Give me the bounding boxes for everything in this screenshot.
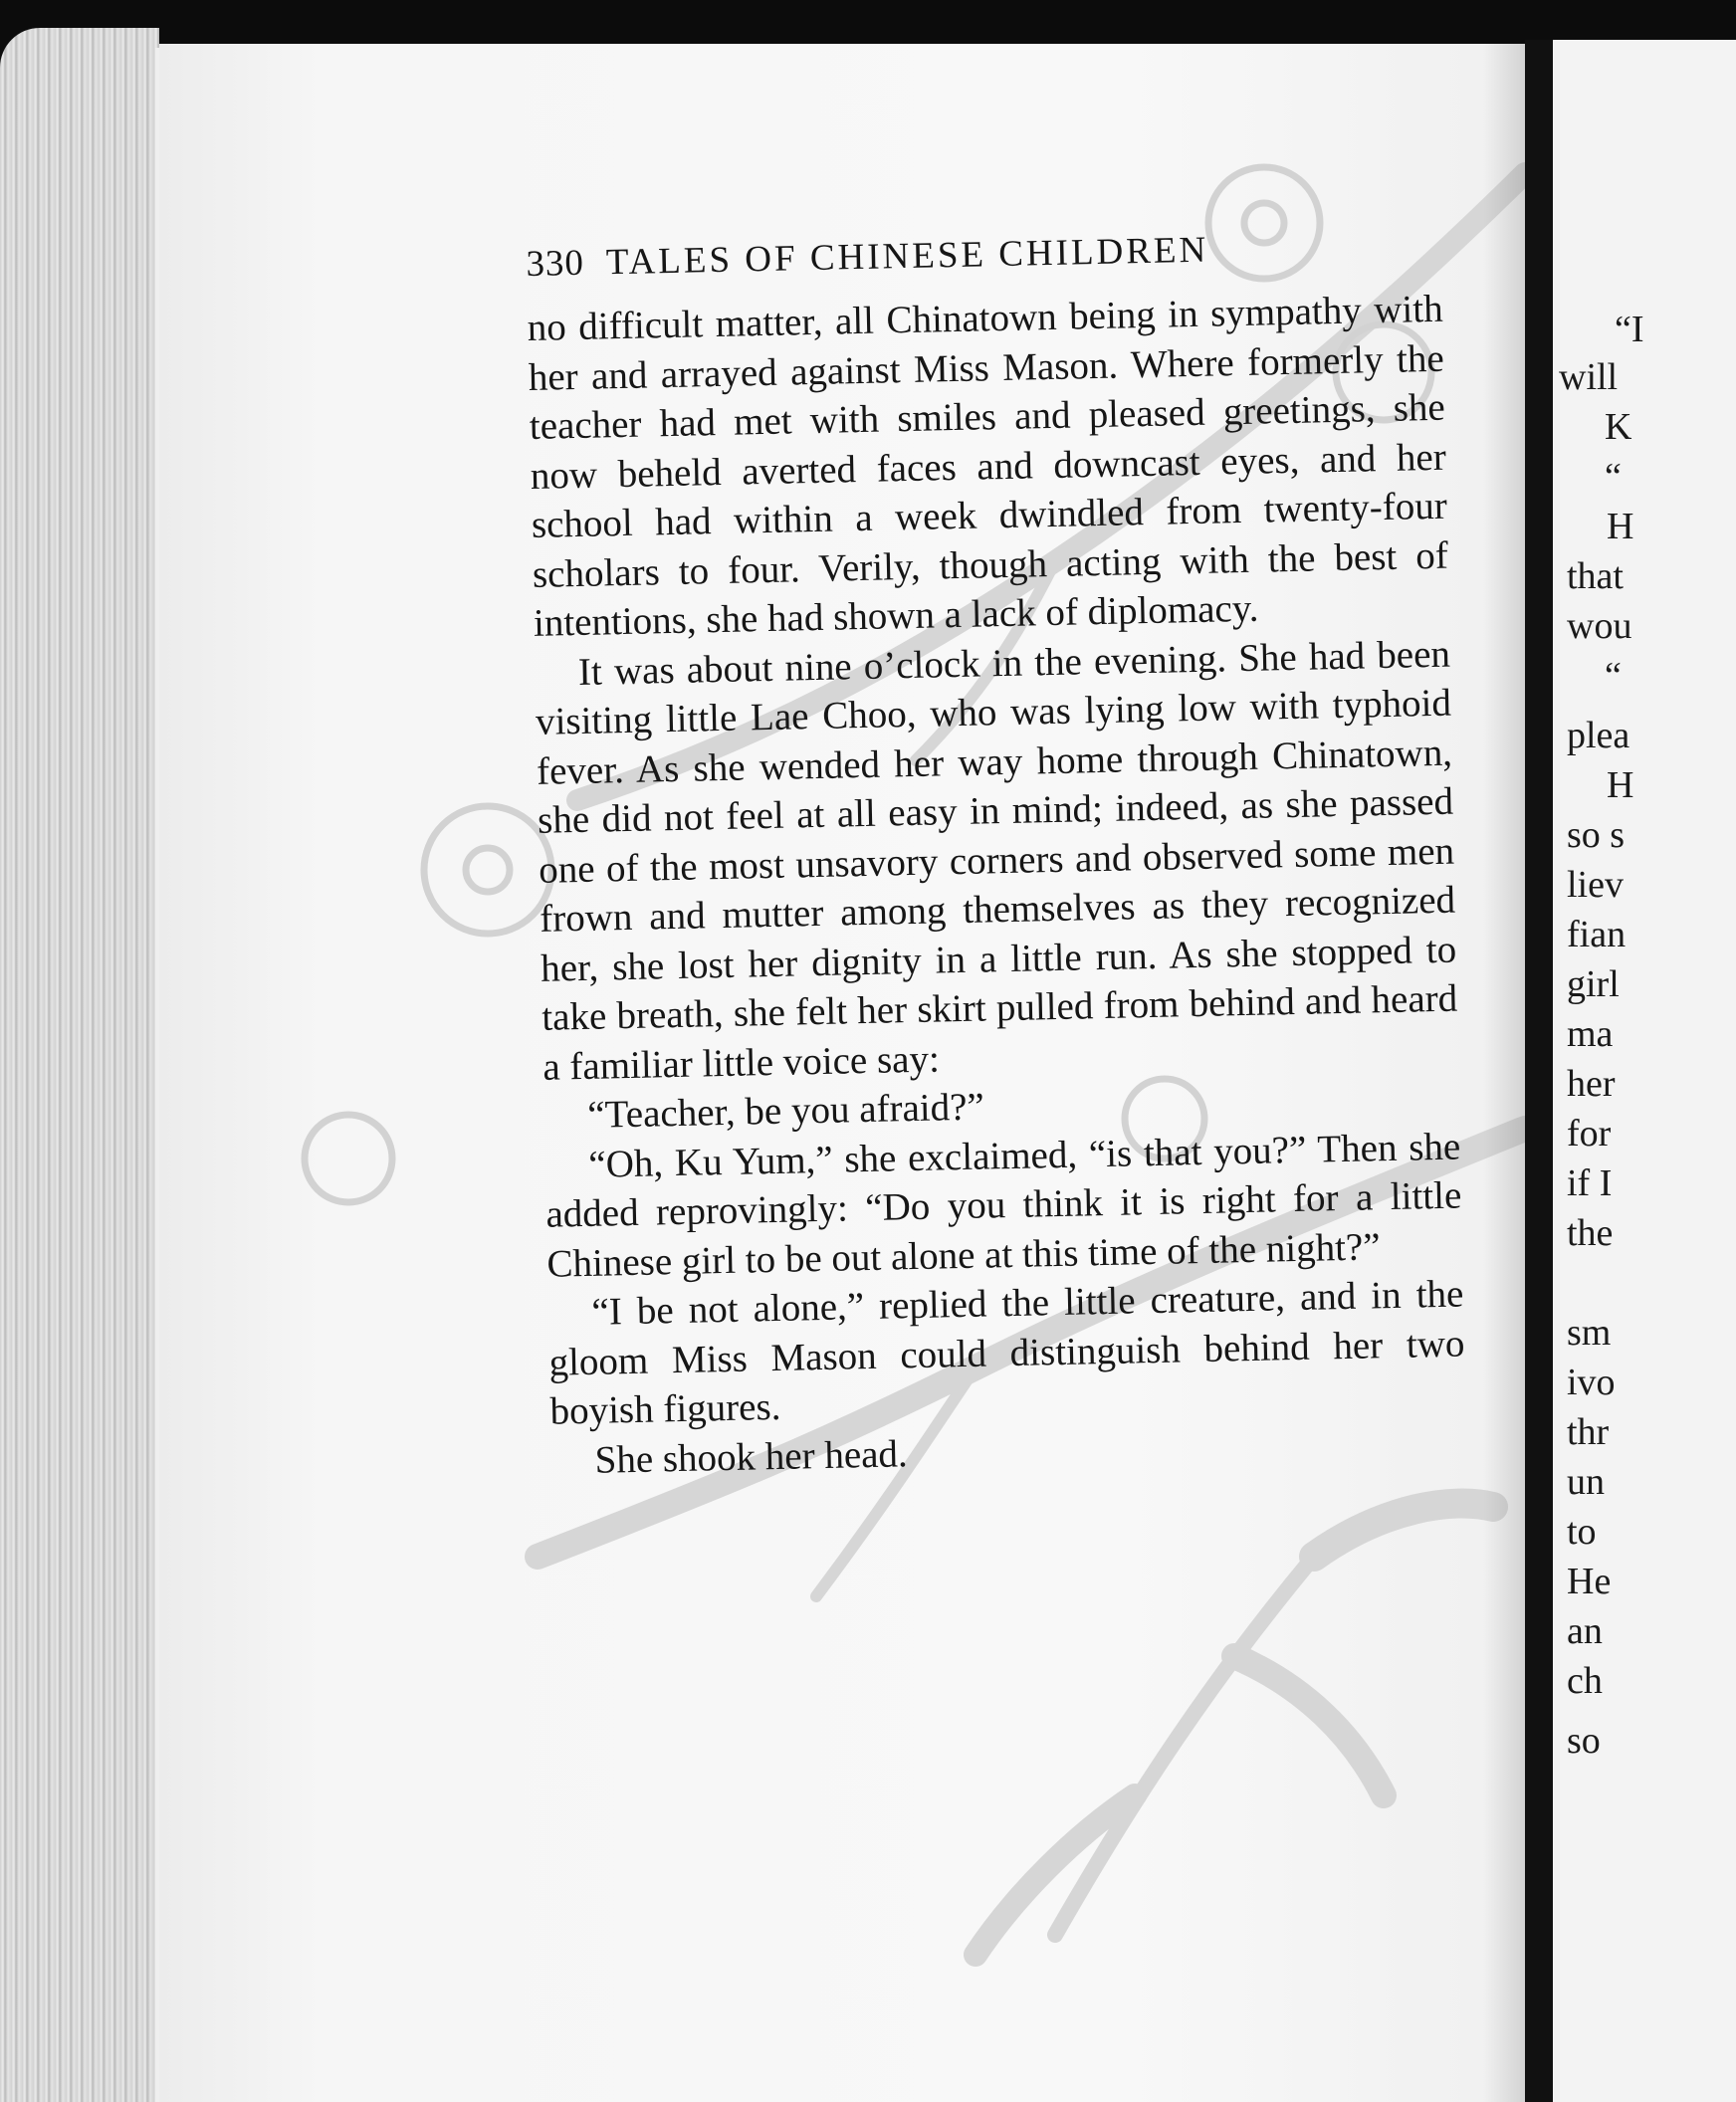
book-page-edges <box>0 28 159 2102</box>
facing-page-line: “ <box>1605 655 1622 697</box>
paragraph: It was about nine o’clock in the evening. She had been visiting little Lae Choo, who was lying low with typhoid fever. As she wended her way home through Chinatown, she did not feel at all easy in mind; indeed, as she passed one of the most unsavory corners and observed some men frown and mutter among themselves as they recognized her, she lost her dignity in a little run. As she stopped to take breath, she felt her skirt pulled from behind and heard a familiar little voice say: <box>535 632 1458 1089</box>
paragraph-dialogue: “I be not alone,” replied the little creature, and in the gloom Miss Mason could distinguish behind her two boyish figures. <box>548 1272 1465 1433</box>
facing-page-line: un <box>1567 1461 1605 1503</box>
facing-page-line: fian <box>1567 914 1627 955</box>
facing-page-line: “ <box>1605 456 1622 498</box>
paragraph-dialogue: “Teacher, be you afraid?” <box>586 1085 985 1137</box>
facing-page-line: will <box>1559 356 1619 398</box>
gutter-shadow <box>1483 44 1525 2102</box>
page-text-block <box>526 224 1467 1486</box>
facing-page-line: her <box>1567 1063 1616 1105</box>
facing-page-line: so s <box>1567 814 1626 856</box>
facing-page-line: liev <box>1567 864 1624 906</box>
facing-page-line: thr <box>1567 1411 1610 1453</box>
facing-page-line: wou <box>1567 605 1632 647</box>
facing-page-line: ivo <box>1567 1362 1616 1403</box>
facing-page-line: an <box>1567 1610 1603 1652</box>
facing-page-line: “I <box>1615 309 1644 350</box>
facing-page-line: H <box>1607 506 1634 547</box>
facing-page-line: girl <box>1567 963 1620 1005</box>
book-binding <box>1525 40 1553 2102</box>
facing-page-line: plea <box>1567 715 1630 756</box>
facing-page-line: that <box>1567 555 1624 597</box>
paragraph-dialogue: “Oh, Ku Yum,” she exclaimed, “is that you?” Then she added reprovingly: “Do you think it is right for a little Chinese girl to be out alone at this time of the night?” <box>545 1125 1462 1286</box>
facing-page-line: ma <box>1567 1013 1614 1055</box>
facing-page-line: K <box>1605 406 1632 448</box>
facing-page-line: if I <box>1567 1162 1613 1204</box>
facing-page-line: to <box>1567 1511 1597 1553</box>
paragraph-continued: no difficult matter, all Chinatown being in sympathy with her and arrayed against Miss Mason. Where formerly the teacher had met with smiles and pleased greetings, she now beheld averted faces and downcast eyes, and her school had within a week dwindled from twenty-four scholars to four. Verily, though acting with the best of intentions, she had shown a lack of diplomacy. <box>527 287 1449 645</box>
facing-page <box>1553 40 1736 2102</box>
facing-page-line: H <box>1607 764 1634 806</box>
facing-page-line: sm <box>1567 1312 1612 1354</box>
facing-page-line: ch <box>1567 1660 1603 1702</box>
facing-page-line: for <box>1567 1113 1612 1155</box>
facing-page-line: so <box>1567 1720 1601 1762</box>
facing-page-line: He <box>1567 1561 1612 1602</box>
paragraph: She shook her head. <box>594 1431 909 1482</box>
book-title: TALES OF CHINESE CHILDREN <box>605 229 1209 284</box>
facing-page-line: the <box>1567 1212 1614 1254</box>
page-number: 330 <box>526 242 585 285</box>
